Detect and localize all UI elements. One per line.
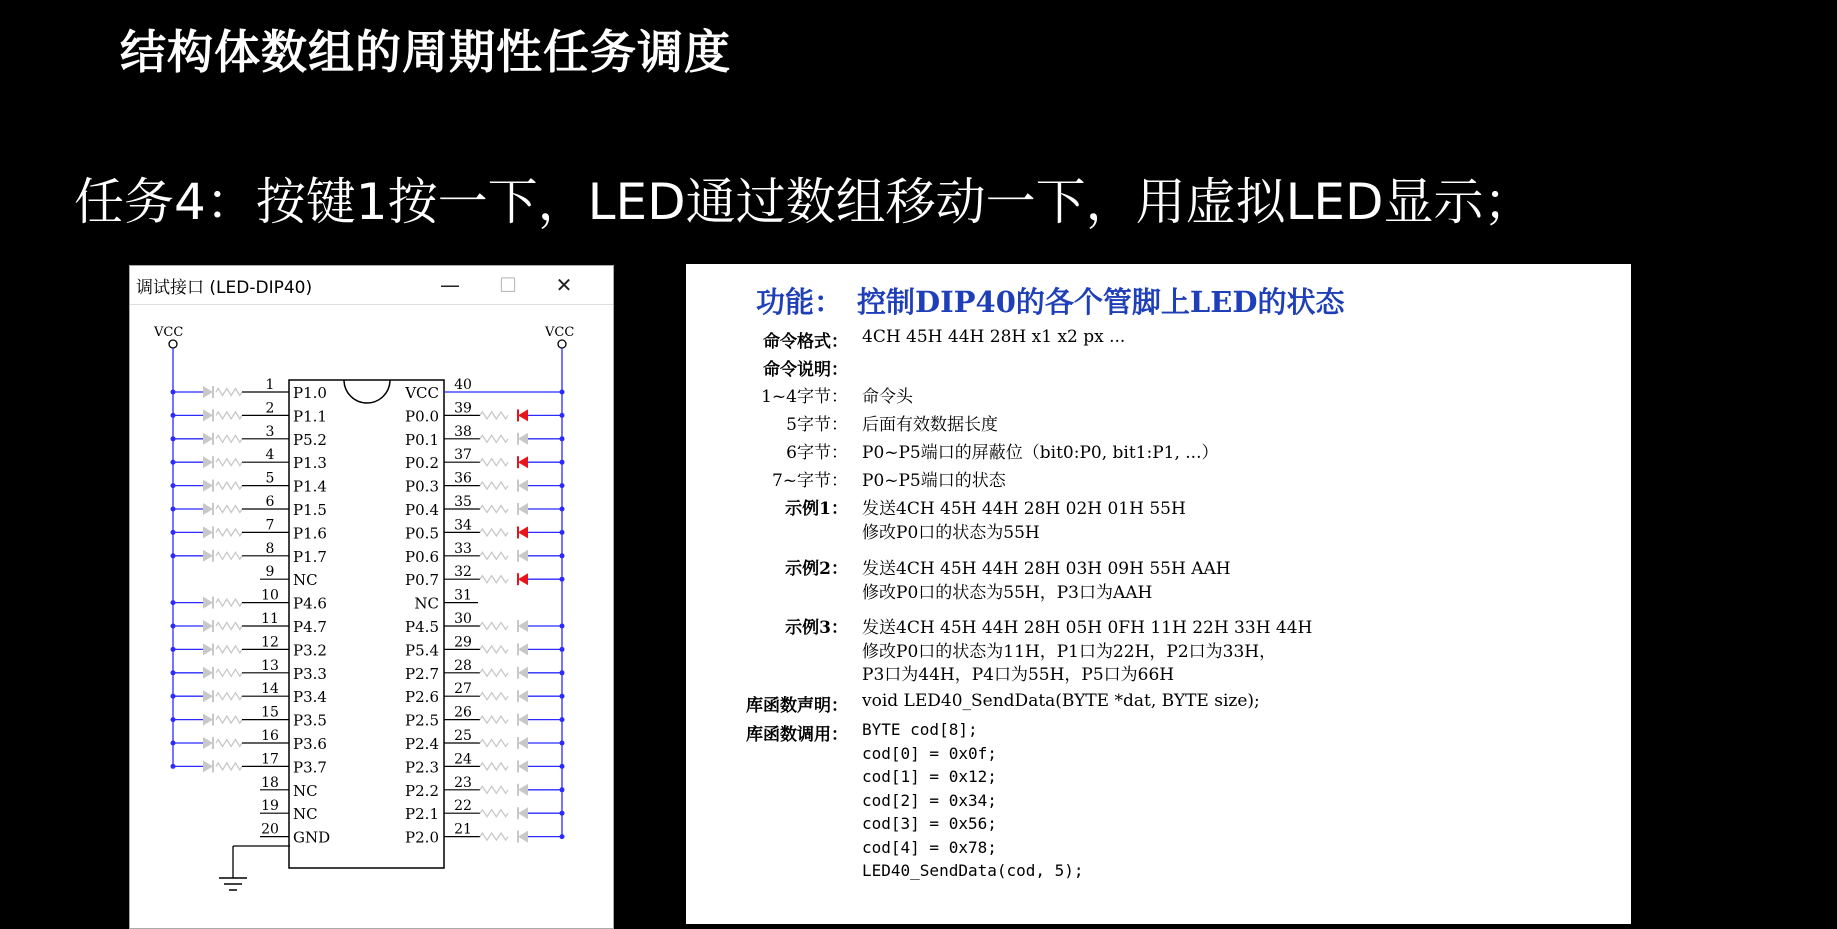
pin-number-12: 12 [261, 634, 279, 651]
doc-row-value: cod[0] = 0x0f; [862, 743, 997, 763]
pin-label-25: P2.4 [405, 735, 439, 753]
doc-row-value: 修改P0口的状态为55H [862, 522, 1040, 543]
maximize-button[interactable]: ☐ [499, 273, 517, 297]
pin-number-31: 31 [454, 587, 472, 604]
pin-label-20: GND [293, 828, 331, 847]
slide-title: 结构体数组的周期性任务调度 [120, 25, 731, 79]
pin-number-35: 35 [454, 494, 472, 510]
doc-row-value: LED40_SendData(cod, 5); [862, 861, 1084, 880]
doc-row-value: 4CH 45H 44H 28H x1 x2 px ... [862, 327, 1126, 347]
pin-label-24: P2.3 [405, 758, 439, 777]
doc-row-label-box [686, 554, 848, 579]
pin-number-14: 14 [261, 681, 279, 698]
pin-number-21: 21 [454, 821, 472, 838]
pin-label-17: P3.7 [293, 758, 327, 777]
doc-heading [756, 280, 1345, 321]
doc-row-label: 示例2： [785, 559, 848, 579]
doc-row-label: 6字节： [786, 443, 848, 463]
vcc-left-label: VCC [154, 325, 184, 340]
pin-number-10: 10 [261, 587, 279, 604]
doc-row-value: 修改P0口的状态为55H，P3口为AAH [862, 582, 1153, 603]
led-1 [203, 386, 213, 398]
pin-label-14: P3.4 [293, 688, 327, 707]
pin-number-25: 25 [454, 728, 472, 744]
led-12 [203, 643, 213, 655]
led-24 [518, 760, 528, 772]
pin-label-4: P1.3 [293, 454, 327, 473]
pin-label-3: P5.2 [293, 430, 327, 449]
led-29 [518, 643, 528, 655]
debug-window [129, 265, 614, 929]
pin-label-34: P0.5 [405, 524, 439, 543]
doc-row-value: BYTE cod[8]; [862, 720, 978, 739]
pin-label-33: P0.6 [405, 547, 439, 566]
vcc-right-label: VCC [545, 325, 575, 340]
pin-label-9: NC [293, 571, 318, 590]
pin-label-22: P2.1 [405, 805, 439, 824]
pin-number-6: 6 [265, 494, 275, 510]
doc-row-label-box [686, 438, 848, 463]
pin-label-26: P2.5 [405, 711, 439, 730]
doc-row-value: 发送4CH 45H 44H 28H 05H 0FH 11H 22H 33H 44H [862, 618, 1313, 638]
pin-number-9: 9 [265, 564, 275, 581]
pin-label-15: P3.5 [293, 711, 327, 730]
doc-row-label-box [686, 382, 848, 407]
doc-row-label-box [686, 494, 848, 519]
led-30 [518, 620, 528, 632]
pin-number-28: 28 [454, 657, 472, 674]
doc-row-value: 命令头 [862, 387, 913, 407]
pin-label-39: P0.0 [405, 407, 439, 426]
pin-number-38: 38 [454, 423, 472, 440]
pin-label-16: P3.6 [293, 735, 327, 753]
doc-row-label: 示例3： [785, 618, 848, 638]
pin-label-37: P0.2 [405, 454, 439, 473]
doc-row-label: 命令说明： [763, 360, 848, 380]
pin-number-29: 29 [454, 634, 472, 651]
pin-number-2: 2 [265, 400, 275, 417]
led-36 [518, 480, 528, 492]
pin-number-34: 34 [454, 517, 472, 534]
pin-label-23: P2.2 [405, 781, 439, 800]
pin-number-19: 19 [261, 798, 279, 815]
pin-number-39: 39 [454, 400, 472, 417]
doc-row-label-box [686, 355, 848, 380]
doc-row-value: 修改P0口的状态为11H，P1口为22H，P2口为33H， [862, 641, 1277, 662]
doc-row-label-box [686, 691, 848, 716]
doc-row-value: 后面有效数据长度 [862, 415, 998, 435]
doc-row-label-box [686, 410, 848, 435]
pin-number-30: 30 [454, 611, 472, 627]
led-5 [203, 480, 213, 492]
led-3 [203, 433, 213, 445]
led-17 [203, 760, 213, 772]
led-6 [203, 503, 213, 515]
pin-label-19: NC [293, 805, 318, 824]
led-27 [518, 690, 528, 702]
doc-row-value: 发送4CH 45H 44H 28H 02H 01H 55H [862, 499, 1186, 519]
led-38 [518, 433, 528, 445]
pin-label-40: VCC [405, 384, 439, 402]
doc-row-label: 5字节： [786, 415, 848, 435]
pin-label-12: P3.2 [293, 641, 327, 660]
pin-number-40: 40 [454, 377, 472, 393]
pin-number-1: 1 [265, 377, 275, 393]
pin-number-7: 7 [265, 517, 275, 534]
led-14 [203, 690, 213, 702]
pin-label-10: P4.6 [293, 594, 327, 613]
pin-number-11: 11 [261, 611, 279, 627]
pin-number-13: 13 [261, 657, 279, 674]
led-13 [203, 667, 213, 679]
pin-label-6: P1.5 [293, 501, 327, 519]
led-4 [203, 456, 213, 468]
led-16 [203, 737, 213, 749]
pin-label-30: P4.5 [405, 618, 439, 636]
window-titlebar[interactable] [130, 266, 613, 305]
doc-row-value: P3口为44H，P4口为55H，P5口为66H [862, 665, 1175, 685]
pin-label-11: P4.7 [293, 618, 327, 636]
doc-row-label-box [686, 613, 848, 638]
vcc-right-terminal [558, 340, 566, 348]
pin-label-35: P0.4 [405, 501, 439, 519]
doc-row-value: 发送4CH 45H 44H 28H 03H 09H 55H AAH [862, 559, 1231, 579]
doc-row-label: 库函数调用： [746, 725, 848, 745]
pin-label-32: P0.7 [405, 571, 439, 590]
vcc-left-terminal [169, 340, 177, 348]
led-26 [518, 714, 528, 726]
led-34 [518, 526, 528, 538]
pin-label-7: P1.6 [293, 524, 327, 543]
doc-row-label: 示例1： [785, 499, 848, 519]
led-15 [203, 714, 213, 726]
led-21 [518, 831, 528, 843]
doc-row-label-box [686, 720, 848, 745]
pin-number-22: 22 [454, 798, 472, 815]
led-39 [518, 409, 528, 421]
doc-row-value: cod[1] = 0x12; [862, 767, 997, 786]
led-11 [203, 620, 213, 632]
pin-label-31: NC [414, 594, 439, 613]
led-22 [518, 807, 528, 819]
pin-label-8: P1.7 [293, 547, 327, 566]
doc-row-value: cod[4] = 0x78; [862, 837, 997, 857]
pin-number-8: 8 [265, 540, 275, 557]
led-8 [203, 550, 213, 562]
close-button[interactable]: ✕ [555, 273, 573, 297]
task-description: 任务4：按键1按一下，LED通过数组移动一下，用虚拟LED显示； [74, 173, 1534, 231]
pin-label-5: P1.4 [293, 477, 327, 496]
led-28 [518, 667, 528, 679]
doc-row-label: 1~4字节： [761, 387, 848, 407]
doc-row-label-box [686, 466, 848, 491]
doc-row-label-box [686, 327, 848, 352]
pin-number-27: 27 [454, 681, 472, 698]
pin-label-38: P0.1 [405, 430, 439, 449]
pin-label-13: P3.3 [293, 664, 327, 683]
minimize-button[interactable]: — [440, 273, 460, 297]
pin-label-1: P1.0 [293, 384, 327, 402]
pin-label-36: P0.3 [405, 477, 439, 496]
pin-number-15: 15 [261, 704, 279, 721]
led-7 [203, 526, 213, 538]
pin-number-36: 36 [454, 470, 472, 487]
dip40-schematic [130, 304, 614, 929]
window-title: 调试接口 (LED-DIP40) [136, 277, 313, 298]
led-33 [518, 550, 528, 562]
led-10 [203, 597, 213, 609]
led-25 [518, 737, 528, 749]
pin-number-23: 23 [454, 774, 472, 791]
doc-row-label: 命令格式： [763, 332, 848, 352]
pin-number-3: 3 [265, 423, 275, 440]
doc-heading-label: 功能： [756, 285, 844, 319]
pin-label-29: P5.4 [405, 641, 439, 660]
pin-number-5: 5 [265, 470, 275, 487]
doc-row-value: cod[2] = 0x34; [862, 790, 997, 810]
pin-label-18: NC [293, 781, 318, 800]
pin-number-16: 16 [261, 728, 279, 744]
pin-number-26: 26 [454, 704, 472, 721]
pin-number-20: 20 [261, 821, 279, 838]
pin-label-28: P2.7 [405, 664, 439, 683]
led-37 [518, 456, 528, 468]
doc-row-value: void LED40_SendData(BYTE *dat, BYTE size); [862, 691, 1260, 711]
pin-label-21: P2.0 [405, 828, 439, 847]
doc-row-value: P0~P5端口的屏蔽位（bit0:P0, bit1:P1, ...） [862, 443, 1219, 463]
pin-number-4: 4 [265, 447, 275, 464]
pin-number-32: 32 [454, 564, 472, 581]
doc-panel [686, 264, 1631, 924]
pin-number-33: 33 [454, 540, 472, 557]
led-35 [518, 503, 528, 515]
pin-number-24: 24 [454, 751, 472, 768]
pin-label-27: P2.6 [405, 688, 439, 707]
led-2 [203, 409, 213, 421]
led-23 [518, 784, 528, 796]
doc-heading-text: 控制DIP40的各个管脚上LED的状态 [857, 285, 1345, 319]
pin-number-18: 18 [261, 774, 279, 791]
doc-row-label: 7~字节： [771, 471, 848, 491]
doc-row-value: P0~P5端口的状态 [862, 471, 1006, 491]
pin-label-2: P1.1 [293, 407, 327, 426]
doc-row-value: cod[3] = 0x56; [862, 814, 997, 833]
led-32 [518, 573, 528, 585]
pin-number-17: 17 [261, 751, 279, 768]
doc-row-label: 库函数声明： [746, 696, 848, 716]
pin-number-37: 37 [454, 447, 472, 464]
